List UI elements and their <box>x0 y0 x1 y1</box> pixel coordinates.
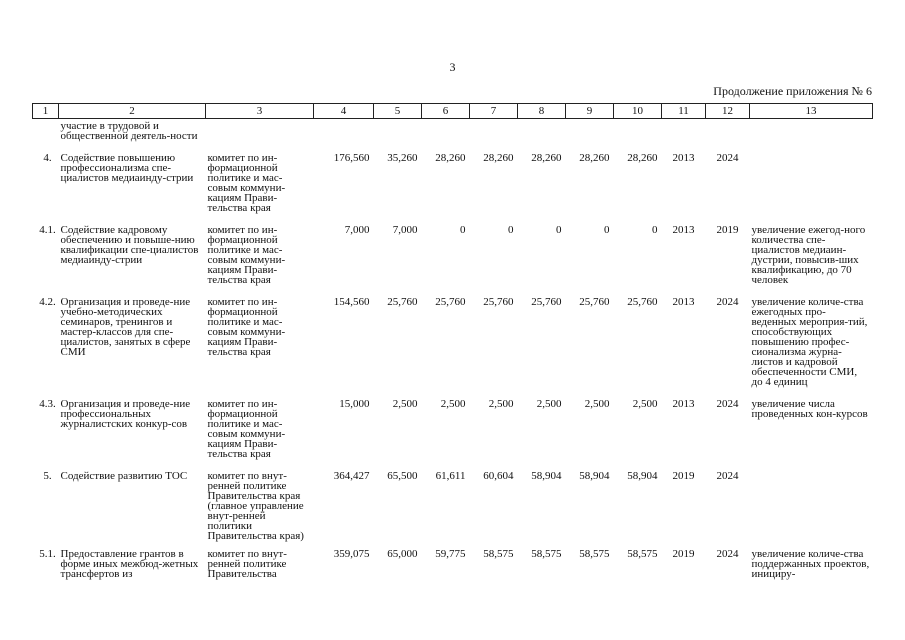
row-end-year: 2024 <box>716 470 739 482</box>
row-spacer <box>33 213 873 223</box>
row-value-5: 2,500 <box>584 398 610 410</box>
row-value-2: 25,760 <box>435 296 466 308</box>
row-number: 4. <box>43 152 52 164</box>
row-value-6: 58,904 <box>627 470 658 482</box>
row-name: Организация и проведе-ние учебно-методических семинаров, тренингов и мастер-классов для спе-циалистов, занятых в сфере СМИ <box>60 296 191 358</box>
row-total: 15,000 <box>339 398 370 410</box>
row-value-3: 2,500 <box>488 398 514 410</box>
row-value-1: 25,760 <box>387 296 418 308</box>
row-value-5: 0 <box>604 224 610 236</box>
row-result: увеличение количе-ства поддержанных проектов, инициру- <box>751 548 870 580</box>
row-value-5: 58,904 <box>579 470 610 482</box>
row-spacer <box>33 285 873 295</box>
row-total: 359,075 <box>333 548 370 560</box>
header-cell: 3 <box>206 104 314 119</box>
row-value-6: 58,575 <box>627 548 658 560</box>
row-organization: комитет по ин-формационной политике и мас-совым коммуни-кациям Прави-тельства края <box>207 152 286 214</box>
program-table <box>32 103 872 579</box>
row-total: 176,560 <box>333 152 370 164</box>
row-value-3: 0 <box>508 224 514 236</box>
row-start-year: 2013 <box>672 398 695 410</box>
row-value-1: 7,000 <box>392 224 418 236</box>
row-value-4: 0 <box>556 224 562 236</box>
table-row <box>33 397 873 459</box>
row-value-5: 58,575 <box>579 548 610 560</box>
row-name: Содействие развитию ТОС <box>60 470 188 482</box>
header-cell: 2 <box>59 104 206 119</box>
row-value-5: 28,260 <box>579 152 610 164</box>
row-number: 5. <box>43 470 52 482</box>
row-value-3: 58,575 <box>483 548 514 560</box>
page-number: 3 <box>449 60 456 74</box>
row-value-2: 0 <box>460 224 466 236</box>
row-spacer <box>33 387 873 397</box>
row-value-3: 60,604 <box>483 470 514 482</box>
row-end-year: 2024 <box>716 548 739 560</box>
row-name: Предоставление грантов в форме иных межбюд-жетных трансфертов из <box>60 548 199 580</box>
row-value-1: 65,000 <box>387 548 418 560</box>
row-value-2: 2,500 <box>440 398 466 410</box>
row-organization: комитет по внут-ренней политике Правительства края (главное управление внут-ренней политики Правительства края) <box>207 470 304 542</box>
row-value-4: 58,904 <box>531 470 562 482</box>
row-number: 4.2. <box>39 296 56 308</box>
row-result: увеличение числа проведенных кон-курсов <box>751 398 868 420</box>
row-result: увеличение ежегод-ного количества спе-циалистов медиаин-дустрии, повысив-ших квалификацию, до 70 человек <box>751 224 866 286</box>
header-cell: 7 <box>470 104 518 119</box>
row-value-3: 28,260 <box>483 152 514 164</box>
header-cell: 6 <box>422 104 470 119</box>
appendix-caption: Продолжение приложения № 6 <box>713 84 872 98</box>
row-end-year: 2024 <box>716 152 739 164</box>
row-value-6: 25,760 <box>627 296 658 308</box>
row-value-2: 28,260 <box>435 152 466 164</box>
header-cell: 9 <box>566 104 614 119</box>
row-value-6: 0 <box>652 224 658 236</box>
header-row <box>33 104 873 119</box>
row-value-4: 2,500 <box>536 398 562 410</box>
row-value-1: 35,260 <box>387 152 418 164</box>
header-cell: 10 <box>614 104 662 119</box>
header-cell: 12 <box>706 104 750 119</box>
row-total: 154,560 <box>333 296 370 308</box>
row-value-6: 2,500 <box>632 398 658 410</box>
header-cell: 5 <box>374 104 422 119</box>
continuation-text: участие в трудовой и общественной деятель-ности <box>60 120 198 142</box>
header-cell: 8 <box>518 104 566 119</box>
row-value-4: 58,575 <box>531 548 562 560</box>
table-row <box>33 295 873 387</box>
table-row <box>33 151 873 213</box>
row-total: 7,000 <box>344 224 370 236</box>
table-row <box>33 547 873 579</box>
row-end-year: 2019 <box>716 224 739 236</box>
row-value-6: 28,260 <box>627 152 658 164</box>
row-start-year: 2019 <box>672 548 695 560</box>
row-organization: комитет по ин-формационной политике и мас-совым коммуни-кациям Прави-тельства края <box>207 398 286 460</box>
row-number: 5.1. <box>39 548 56 560</box>
row-result <box>750 469 873 541</box>
row-name: Содействие кадровому обеспечению и повыше-нию квалификации спе-циалистов медиаинду-стрии <box>60 224 199 266</box>
row-total: 364,427 <box>333 470 370 482</box>
row-start-year: 2013 <box>672 152 695 164</box>
row-organization: комитет по внут-ренней политике Правительства <box>207 548 287 580</box>
header-cell: 4 <box>314 104 374 119</box>
table-row <box>33 223 873 285</box>
row-number: 4.3. <box>39 398 56 410</box>
table-body <box>33 119 873 580</box>
row-value-1: 2,500 <box>392 398 418 410</box>
row-start-year: 2019 <box>672 470 695 482</box>
row-value-5: 25,760 <box>579 296 610 308</box>
header-cell: 11 <box>662 104 706 119</box>
table-row <box>33 469 873 541</box>
row-result <box>750 151 873 213</box>
row-name: Организация и проведе-ние профессиональных журналистских конкур-сов <box>60 398 191 430</box>
row-value-2: 59,775 <box>435 548 466 560</box>
row-result: увеличение количе-ства ежегодных про-веденных мероприя-тий, способствующих повышению профес-сионализма журна-листов и кадровой обеспеченности СМИ, до 4 единиц <box>751 296 868 388</box>
row-spacer <box>33 141 873 151</box>
row-start-year: 2013 <box>672 296 695 308</box>
row-organization: комитет по ин-формационной политике и мас-совым коммуни-кациям Прави-тельства края <box>207 296 286 358</box>
row-name: Содействие повышению профессионализма спе-циалистов медиаинду-стрии <box>60 152 194 184</box>
row-value-4: 25,760 <box>531 296 562 308</box>
row-end-year: 2024 <box>716 296 739 308</box>
header-cell: 1 <box>33 104 59 119</box>
row-value-2: 61,611 <box>435 470 466 482</box>
row-value-1: 65,500 <box>387 470 418 482</box>
row-spacer <box>33 459 873 469</box>
header-cell: 13 <box>750 104 873 119</box>
row-organization: комитет по ин-формационной политике и мас-совым коммуни-кациям Прави-тельства края <box>207 224 286 286</box>
row-end-year: 2024 <box>716 398 739 410</box>
row-value-4: 28,260 <box>531 152 562 164</box>
row-number: 4.1. <box>39 224 56 236</box>
continuation-row <box>33 119 873 142</box>
row-value-3: 25,760 <box>483 296 514 308</box>
row-start-year: 2013 <box>672 224 695 236</box>
